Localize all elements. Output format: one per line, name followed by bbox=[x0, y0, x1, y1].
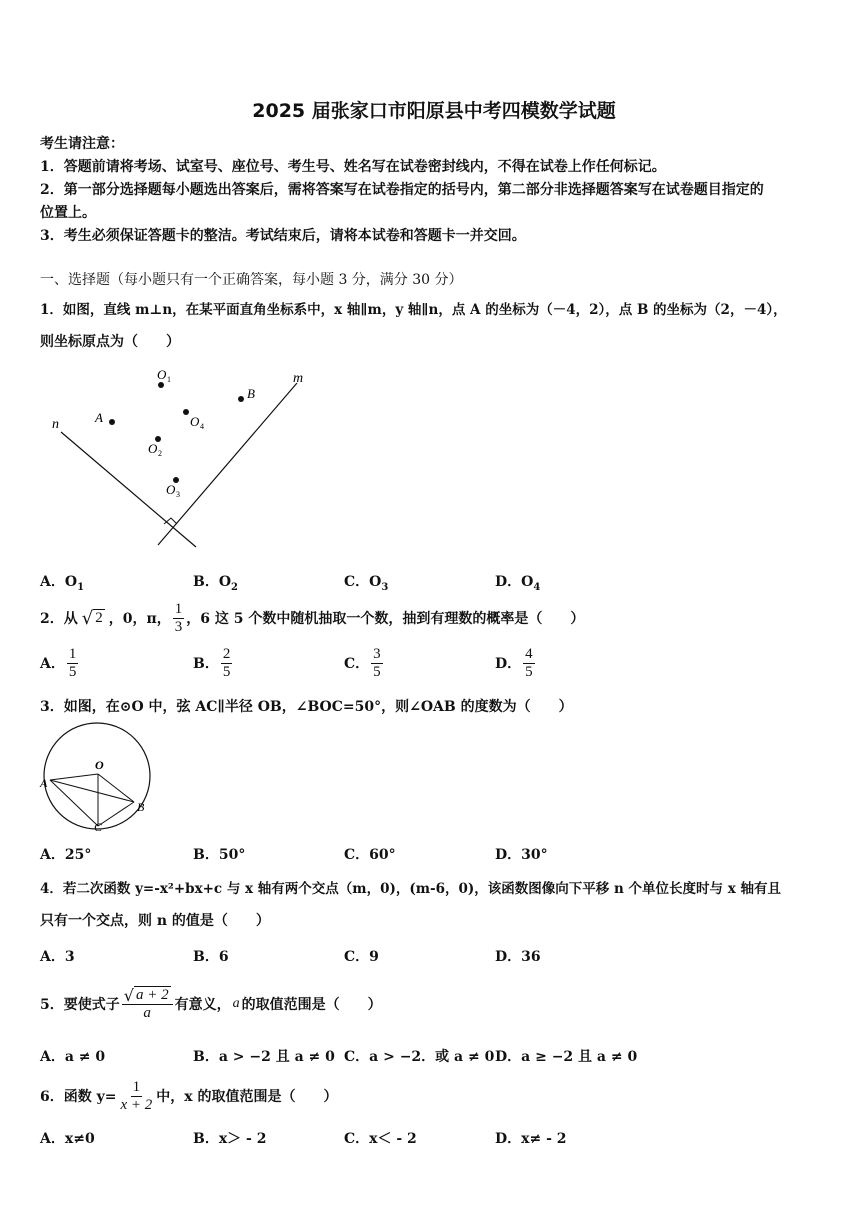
notice-item-3: 3．考生必须保证答题卡的整洁。考试结束后，请将本试卷和答题卡一并交回。 bbox=[40, 228, 526, 244]
line-n-label: n bbox=[52, 417, 59, 432]
q5-option-d: D．a ≥ −2 且 a ≠ 0 bbox=[495, 1049, 638, 1065]
section-heading: 一、选择题（每小题只有一个正确答案，每小题 3 分，满分 30 分） bbox=[40, 272, 463, 288]
sqrt-expression: √ 2 bbox=[81, 607, 103, 629]
q4-stem-line1: 4．若二次函数 y=-x²+bx+c 与 x 轴有两个交点（m，0)，(m-6，0)，该函数图像向下平移 n 个单位长度时与 x 轴有且 bbox=[40, 881, 781, 897]
q6-option-c: C．x＜ - 2 bbox=[344, 1131, 417, 1147]
q6-option-b: B．x＞ - 2 bbox=[193, 1131, 267, 1147]
point-o3-label: O bbox=[166, 482, 176, 497]
point-o2-sub: 2 bbox=[158, 449, 162, 458]
notice-item-2-cont: 位置上。 bbox=[40, 205, 96, 221]
notice-heading: 考生请注意： bbox=[40, 136, 124, 152]
q4-option-d: D．36 bbox=[495, 949, 541, 965]
point-a bbox=[109, 419, 115, 425]
q6-option-a: A．x≠0 bbox=[40, 1131, 95, 1147]
q1-option-a: A．$O_1$ bbox=[40, 574, 85, 593]
q1-figure bbox=[40, 360, 320, 555]
point-o4-label: O bbox=[190, 414, 200, 429]
q4-option-a: A．3 bbox=[40, 949, 75, 965]
circle-o bbox=[44, 723, 150, 829]
notice-item-2: 2．第一部分选择题每小题选出答案后，需将答案写在试卷指定的括号内，第二部分非选择题答案写在试卷题目指定的 bbox=[40, 182, 764, 198]
page-title: 2025 届张家口市阳原县中考四模数学试题 bbox=[252, 100, 616, 122]
q1-stem-line2: 则坐标原点为（ ） bbox=[40, 334, 180, 350]
q3-label-a: A bbox=[40, 776, 48, 790]
q2-option-b: B． $\frac{2}{5}$ bbox=[193, 645, 231, 680]
q1-stem-line1: 1．如图，直线 m⊥n，在某平面直角坐标系中，x 轴∥m，y 轴∥n，点 A 的坐标为（－4，2），点 B 的坐标为（2，－4）， bbox=[40, 302, 787, 318]
q1-option-b: B．$O_2$ bbox=[193, 574, 238, 593]
q5-stem: 5．要使式子 √ a + 2 a 有意义， a 的取值范围是（ ） bbox=[40, 985, 382, 1021]
q4-option-c: C．9 bbox=[344, 949, 379, 965]
q1-option-d: D．$O_4$ bbox=[495, 574, 541, 593]
q2-option-d: D． $\frac{4}{5}$ bbox=[495, 645, 533, 680]
q3-option-b: B．50° bbox=[193, 847, 246, 863]
q2-fraction: $\frac{1}{3}$ bbox=[174, 600, 183, 635]
q2-stem: 2．从 √ 2 ，0，π， $\frac{1}{3}$ ，6 这 5 个数中随机抽取一个数，抽到有理数的概率是（ ） bbox=[40, 600, 585, 635]
point-o1-sub: 1 bbox=[167, 375, 171, 384]
point-o3-sub: 3 bbox=[176, 490, 180, 499]
point-o1 bbox=[158, 382, 164, 388]
q3-figure bbox=[36, 716, 156, 836]
point-o2-label: O bbox=[148, 441, 158, 456]
point-a-label: A bbox=[95, 410, 103, 425]
q1-option-c: C．$O_3$ bbox=[344, 574, 389, 593]
q5-option-c: C．a > −2．或 a ≠ 0 bbox=[344, 1049, 495, 1065]
q5-fraction: √ a + 2 a bbox=[122, 986, 173, 1022]
q4-option-b: B．6 bbox=[193, 949, 229, 965]
point-b-label: B bbox=[247, 386, 255, 401]
line-m-label: m bbox=[293, 371, 304, 386]
notice-item-1: 1．答题前请将考场、试室号、座位号、考生号、姓名写在试卷密封线内，不得在试卷上作任何标记。 bbox=[40, 159, 666, 175]
q6-stem: 6．函数 y= $\frac{1}{x + 2}$ 中，x 的取值范围是（ ） bbox=[40, 1078, 338, 1113]
q6-fraction: $\frac{1}{x + 2}$ bbox=[120, 1078, 153, 1113]
point-b bbox=[238, 396, 244, 402]
point-o4-sub: 4 bbox=[200, 422, 204, 431]
q3-label-b: B bbox=[137, 800, 145, 814]
q3-label-c: C bbox=[94, 820, 103, 834]
q3-stem: 3．如图，在⊙O 中，弦 AC∥半径 OB，∠BOC=50°，则∠OAB 的度数为（ ） bbox=[40, 699, 573, 715]
q3-label-o: O bbox=[95, 758, 104, 772]
q6-option-d: D．x≠ - 2 bbox=[495, 1131, 567, 1147]
q3-option-a: A．25° bbox=[40, 847, 92, 863]
point-o4 bbox=[183, 409, 189, 415]
q5-option-b: B．a > −2 且 a ≠ 0 bbox=[193, 1049, 335, 1065]
q2-option-a: A． $\frac{1}{5}$ bbox=[40, 645, 77, 680]
q2-option-c: C． $\frac{3}{5}$ bbox=[344, 645, 381, 680]
q4-stem-line2: 只有一个交点，则 n 的值是（ ） bbox=[40, 913, 270, 929]
q3-option-c: C．60° bbox=[344, 847, 396, 863]
point-o1-label: O bbox=[157, 367, 167, 382]
q5-option-a: A．a ≠ 0 bbox=[40, 1049, 106, 1065]
q3-option-d: D．30° bbox=[495, 847, 548, 863]
